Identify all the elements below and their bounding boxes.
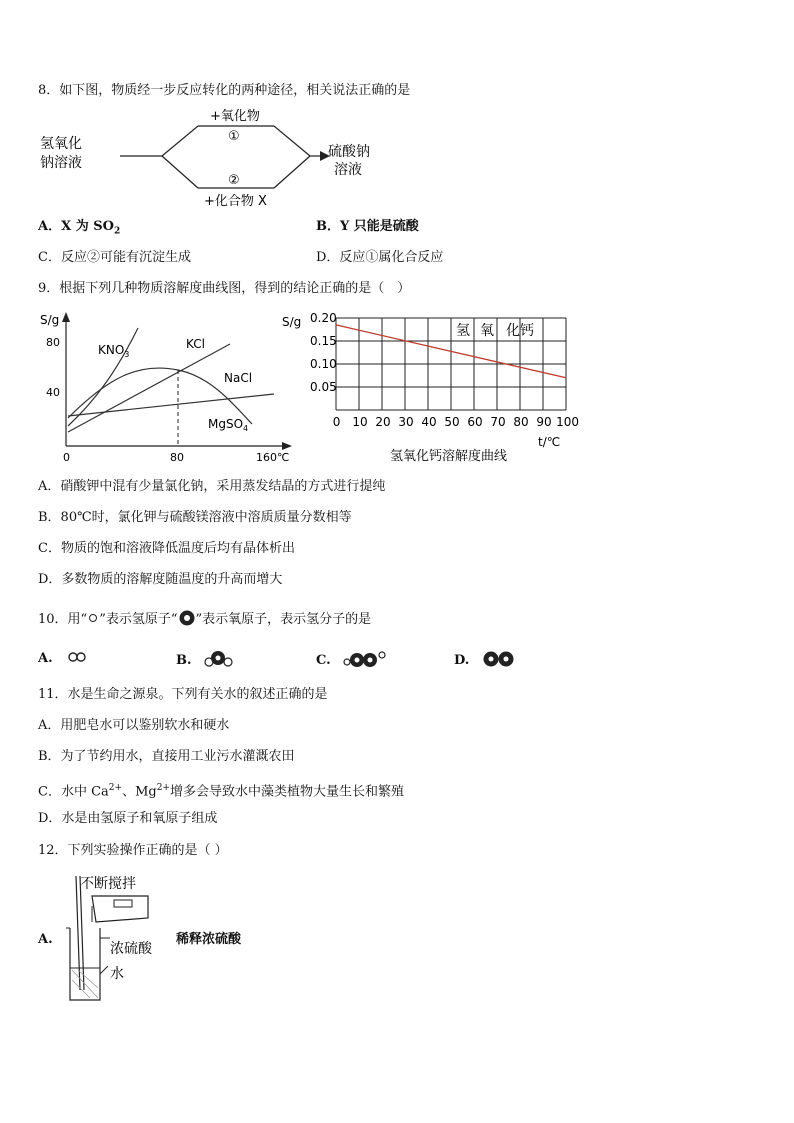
q10-option-b: B. xyxy=(176,650,234,670)
y-tick: 80 xyxy=(46,336,60,349)
q9-stem: 9．根据下列几种物质溶解度曲线图，得到的结论正确的是（ ） xyxy=(38,281,411,296)
beaker xyxy=(70,928,100,1000)
q10-stem: 10．用“ ”表示氢原子“ ”表示氧原子，表示氢分子的是 xyxy=(38,609,371,629)
q9-option-d: D．多数物质的溶解度随温度的升高而增大 xyxy=(38,572,283,587)
q8-left-line2: 钠溶液 xyxy=(40,155,82,171)
q8-top-label: +氧化物 xyxy=(210,109,260,124)
y-tick-label: 0.20 xyxy=(310,311,337,325)
q12-option-a-label: A. xyxy=(38,932,53,947)
x-tick-label: 20 xyxy=(375,415,391,429)
kcl-curve xyxy=(68,344,230,432)
q9-option-b: B．80℃时，氯化钾与硫酸镁溶液中溶质质量分数相等 xyxy=(38,510,352,525)
y-axis-label: S/g xyxy=(282,315,302,329)
q8-stem: 8．如下图，物质经一步反应转化的两种途径，相关说法正确的是 xyxy=(38,83,411,98)
series-label-char: 氢 xyxy=(456,323,470,339)
q8-bottom-label: +化合物 X xyxy=(204,194,267,209)
q11-option-d: D．水是由氢原子和氧原子组成 xyxy=(38,811,218,826)
y-tick-label: 0.15 xyxy=(310,334,337,348)
y-tick-label: 0.05 xyxy=(310,380,337,394)
x-tick-label: 60 xyxy=(467,415,483,429)
series-label-char: 氧 xyxy=(480,323,494,339)
q9-solubility-chart-left xyxy=(38,308,300,468)
q11-option-a: A．用肥皂水可以鉴别软水和硬水 xyxy=(38,718,230,733)
q9-option-a: A．硝酸钾中混有少量氯化钠，采用蒸发结晶的方式进行提纯 xyxy=(38,479,386,494)
y-axis-label: S/g xyxy=(40,313,60,327)
series-label-char: 化钙 xyxy=(506,323,534,339)
q11-stem: 11．水是生命之源泉。下列有关水的叙述正确的是 xyxy=(38,687,328,702)
y-tick: 40 xyxy=(46,386,60,399)
water-molecule-icon xyxy=(204,650,234,668)
q9-option-c: C．物质的饱和溶液降低温度后均有晶体析出 xyxy=(38,541,295,556)
q10-option-c: C. xyxy=(316,650,389,670)
kcl-label: KCl xyxy=(186,337,205,351)
x-tick-label: 40 xyxy=(421,415,437,429)
q10-option-a: A. xyxy=(38,650,89,668)
x-tick: 80 xyxy=(170,451,184,464)
water-label: 水 xyxy=(110,966,124,982)
q8-conversion-diagram xyxy=(38,104,398,212)
q8-option-c: C．反应②可能有沉淀生成 xyxy=(38,250,191,265)
q8-right-line1: 硫酸钠 xyxy=(328,144,370,160)
oxygen-molecule-icon xyxy=(482,650,516,668)
x-tick: 160℃ xyxy=(256,451,290,464)
x-tick-label: 90 xyxy=(536,415,552,429)
chart-caption: 氢氧化钙溶解度曲线 xyxy=(390,449,508,464)
q8-top-num: ① xyxy=(228,129,240,144)
q9-solubility-chart-right xyxy=(280,308,590,468)
kno3-label: $KNO_3$ xyxy=(98,343,130,359)
mgso4-label: MgSO$_4$ xyxy=(208,417,249,433)
glass-rod xyxy=(76,876,80,990)
stir-label: 不断搅拌 xyxy=(80,876,136,892)
acid-label: 浓硫酸 xyxy=(110,941,152,957)
x-tick: 0 xyxy=(63,451,70,464)
x-tick-label: 0 xyxy=(332,415,341,429)
x-axis-unit: t/℃ xyxy=(538,435,561,449)
q8-option-a: A．X 为 $SO_2$ xyxy=(38,219,121,237)
q11-option-c: C．水中 $Ca^{2+}$、$Mg^{2+}$增多会导致水中藻类植物大量生长和繁殖 xyxy=(38,783,404,800)
oxygen-atom-icon xyxy=(178,609,196,627)
q8-option-d: D．反应①属化合反应 xyxy=(316,250,444,265)
x-tick-label: 80 xyxy=(513,415,529,429)
q12-option-a-caption: 稀释浓硫酸 xyxy=(176,932,242,947)
x-tick-label: 100 xyxy=(556,415,580,429)
q12-dilution-apparatus xyxy=(62,870,182,1008)
nacl-label: NaCl xyxy=(224,371,253,385)
x-tick-label: 10 xyxy=(352,415,368,429)
q10-option-d: D. xyxy=(454,650,516,670)
q12-stem: 12．下列实验操作正确的是（ ） xyxy=(38,843,228,858)
q8-option-b: B．Y 只能是硫酸 xyxy=(316,219,419,234)
q8-left-line1: 氢氧化 xyxy=(40,136,82,152)
hydrogen-atom-icon xyxy=(87,612,99,624)
nacl-curve xyxy=(68,394,274,416)
q11-option-b: B．为了节约用水，直接用工业污水灌溉农田 xyxy=(38,749,295,764)
y-axis-arrow-icon xyxy=(62,312,70,322)
y-tick-label: 0.10 xyxy=(310,357,337,371)
co2-like-molecule-icon xyxy=(343,650,389,668)
q8-bottom-num: ② xyxy=(228,173,240,188)
x-tick-label: 30 xyxy=(398,415,414,429)
x-tick-label: 50 xyxy=(444,415,460,429)
x-tick-label: 70 xyxy=(490,415,506,429)
two-hydrogen-atoms-icon xyxy=(67,651,89,663)
q8-right-line2: 溶液 xyxy=(334,162,362,178)
